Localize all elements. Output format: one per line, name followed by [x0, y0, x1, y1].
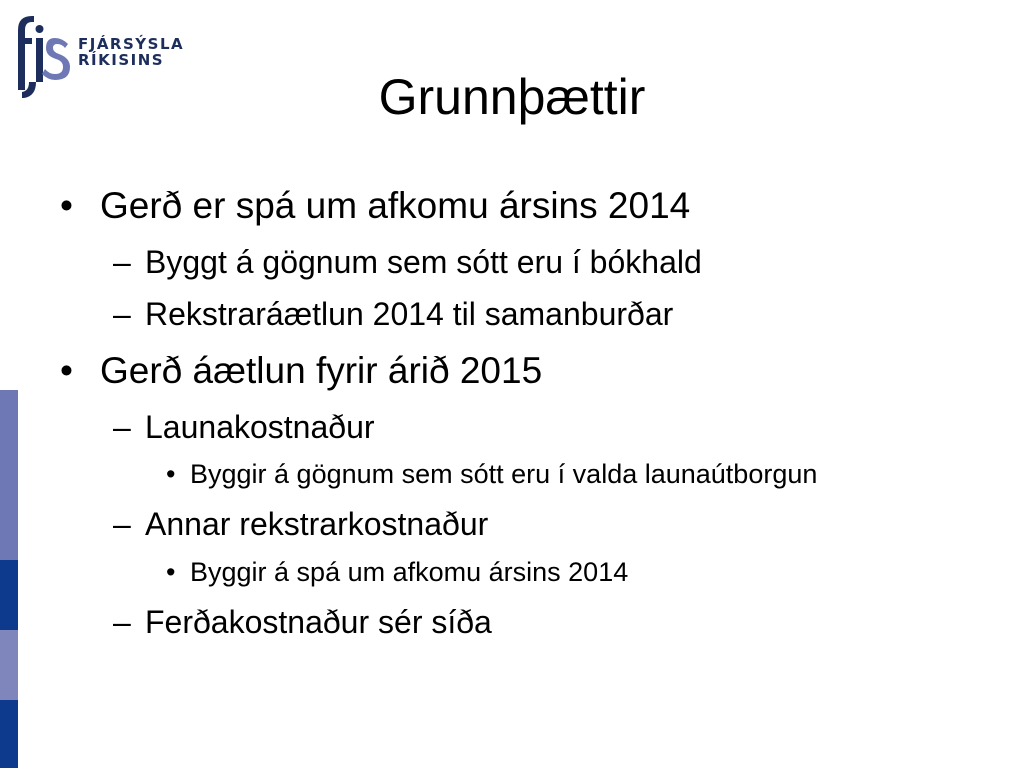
bullet-item [60, 185, 691, 227]
slide-title: Grunnþættir [378, 69, 646, 125]
bullet-marker: – [113, 244, 131, 280]
bullet-text: Gerð áætlun fyrir árið 2015 [100, 350, 543, 391]
bullet-text: Ferðakostnaður sér síða [145, 604, 492, 640]
bullet-text: Byggt á gögnum sem sótt eru í bókhald [145, 244, 702, 280]
bullet-text: Gerð er spá um afkomu ársins 2014 [100, 185, 691, 226]
bullet-marker: – [113, 296, 131, 332]
bullet-item [113, 506, 489, 543]
bullet-item [113, 604, 492, 641]
bullet-text: Launakostnaður [145, 409, 375, 445]
bullet-marker: • [166, 459, 176, 489]
bullet-item [60, 350, 543, 392]
bullet-marker: – [113, 409, 131, 445]
bullet-item [166, 459, 818, 490]
bullet-text: Rekstraráætlun 2014 til samanburðar [145, 296, 674, 332]
logo-line-1: FJÁRSÝSLA [78, 35, 185, 53]
bullet-text: Annar rekstrarkostnaður [145, 506, 489, 542]
bullet-marker: • [60, 185, 73, 226]
bullet-marker: • [166, 557, 176, 587]
bullet-marker: • [60, 350, 73, 391]
bullet-item [113, 244, 702, 281]
bullet-text: Byggir á spá um afkomu ársins 2014 [190, 557, 629, 587]
bullet-marker: – [113, 506, 131, 542]
bullet-item [113, 409, 375, 446]
bullet-item [166, 557, 629, 588]
logo-line-2: RÍKISINS [78, 51, 165, 69]
bullet-text: Byggir á gögnum sem sótt eru í valda launaútborgun [190, 459, 818, 489]
bullet-item [113, 296, 674, 333]
bullet-marker: – [113, 604, 131, 640]
